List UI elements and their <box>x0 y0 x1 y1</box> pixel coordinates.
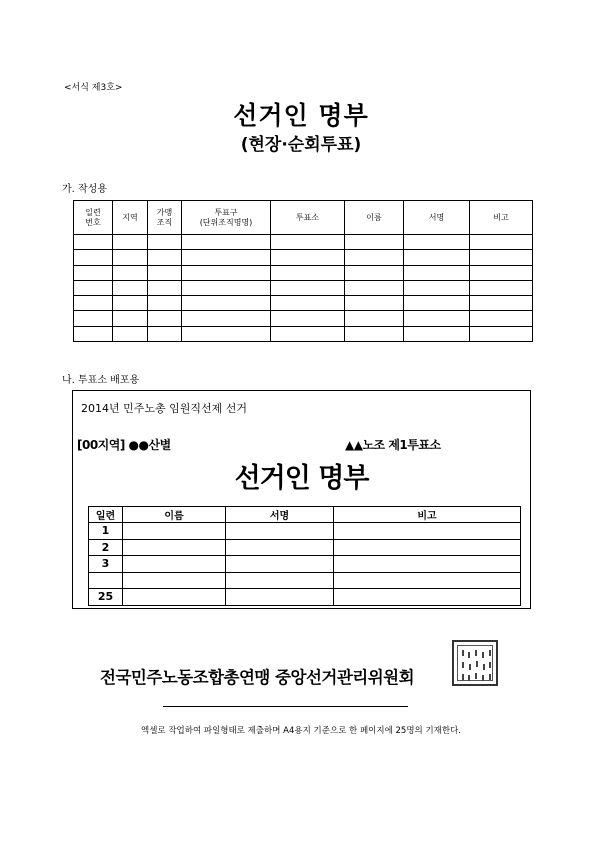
drafting-table-header <box>74 201 533 235</box>
header-remarks: 비고 <box>334 507 521 523</box>
region-cell <box>113 311 148 326</box>
row-number: 1 <box>89 523 123 540</box>
drafting-table <box>73 200 533 342</box>
signature-cell <box>226 539 334 556</box>
header-precinct: 투표구 (단위조직명명) <box>182 201 271 235</box>
serial-cell <box>74 280 113 295</box>
serial-cell <box>74 235 113 250</box>
signature-cell <box>404 296 470 311</box>
table-row <box>74 296 533 311</box>
header-polling-station: 투표소 <box>271 201 345 235</box>
signature-cell <box>404 250 470 265</box>
region-cell <box>113 280 148 295</box>
header-name: 이름 <box>345 201 404 235</box>
signature-cell <box>226 523 334 540</box>
precinct-cell <box>182 311 271 326</box>
affiliate-cell <box>148 265 182 280</box>
precinct-cell <box>182 280 271 295</box>
table-row <box>89 523 521 540</box>
name-cell <box>345 311 404 326</box>
precinct-cell <box>182 235 271 250</box>
station-cell <box>271 296 345 311</box>
form-number: <서식 제3호> <box>64 83 123 93</box>
station-cell <box>271 326 345 341</box>
station-cell <box>271 250 345 265</box>
region-cell <box>113 326 148 341</box>
remarks-cell <box>470 265 533 280</box>
name-cell <box>123 556 226 573</box>
name-cell <box>345 296 404 311</box>
header-region: 지역 <box>113 201 148 235</box>
region-cell <box>113 250 148 265</box>
table-row <box>74 235 533 250</box>
serial-cell <box>74 326 113 341</box>
region-label: [00지역] ●●산별 <box>77 438 171 452</box>
divider-line <box>163 706 408 707</box>
station-label: ▲▲노조 제1투표소 <box>345 438 441 452</box>
table-row <box>89 539 521 556</box>
table-row <box>89 556 521 573</box>
station-cell <box>271 235 345 250</box>
affiliate-cell <box>148 250 182 265</box>
signature-cell <box>404 235 470 250</box>
serial-cell <box>74 296 113 311</box>
row-number: 2 <box>89 539 123 556</box>
row-number: 3 <box>89 556 123 573</box>
table-row <box>74 265 533 280</box>
name-cell <box>345 250 404 265</box>
affiliate-cell <box>148 280 182 295</box>
signature-cell <box>226 589 334 606</box>
election-name: 2014년 민주노총 임원직선제 선거 <box>81 402 247 415</box>
remarks-cell <box>470 296 533 311</box>
row-number: 25 <box>89 589 123 606</box>
affiliate-cell <box>148 235 182 250</box>
header-signature: 서명 <box>226 507 334 523</box>
precinct-cell <box>182 250 271 265</box>
signature-cell <box>404 326 470 341</box>
row-number <box>89 572 123 589</box>
remarks-cell <box>334 523 521 540</box>
section-a-label: 가. 작성용 <box>62 184 107 195</box>
organization-name: 전국민주노동조합총연맹 중앙선거관리위원회 <box>100 668 415 687</box>
table-row <box>89 589 521 606</box>
name-cell <box>345 326 404 341</box>
table-row <box>74 311 533 326</box>
affiliate-cell <box>148 296 182 311</box>
signature-cell <box>404 311 470 326</box>
table-row <box>74 280 533 295</box>
polling-station-sheet <box>72 390 531 609</box>
header-serial: 일련 <box>89 507 123 523</box>
table-row <box>74 326 533 341</box>
signature-cell <box>226 572 334 589</box>
serial-cell <box>74 250 113 265</box>
region-cell <box>113 235 148 250</box>
page-title: 선거인 명부 <box>233 101 369 130</box>
header-signature: 서명 <box>404 201 470 235</box>
station-cell <box>271 265 345 280</box>
precinct-cell <box>182 265 271 280</box>
remarks-cell <box>334 572 521 589</box>
remarks-cell <box>334 556 521 573</box>
precinct-cell <box>182 326 271 341</box>
remarks-cell <box>470 280 533 295</box>
table-row <box>74 250 533 265</box>
signature-cell <box>226 556 334 573</box>
table-row <box>89 572 521 589</box>
affiliate-cell <box>148 326 182 341</box>
remarks-cell <box>334 539 521 556</box>
remarks-cell <box>470 250 533 265</box>
footnote: 엑셀로 작업하여 파일형태로 제출하며 A4용지 기준으로 한 페이지에 25명의 기재한다. <box>140 726 462 736</box>
affiliate-cell <box>148 311 182 326</box>
station-cell <box>271 311 345 326</box>
voter-table-header <box>89 507 521 523</box>
header-name: 이름 <box>123 507 226 523</box>
page-subtitle: (현장·순회투표) <box>240 135 362 155</box>
remarks-cell <box>470 311 533 326</box>
serial-cell <box>74 265 113 280</box>
station-cell <box>271 280 345 295</box>
region-cell <box>113 265 148 280</box>
roll-heading: 선거인 명부 <box>234 463 369 494</box>
name-cell <box>345 265 404 280</box>
section-b-label: 나. 투표소 배포용 <box>62 375 140 386</box>
remarks-cell <box>334 589 521 606</box>
header-serial: 일련 번호 <box>74 201 113 235</box>
official-seal-icon <box>452 640 498 686</box>
region-cell <box>113 296 148 311</box>
header-affiliate: 가맹 조직 <box>148 201 182 235</box>
header-remarks: 비고 <box>470 201 533 235</box>
name-cell <box>123 539 226 556</box>
remarks-cell <box>470 235 533 250</box>
name-cell <box>123 572 226 589</box>
precinct-cell <box>182 296 271 311</box>
voter-table <box>88 506 521 606</box>
serial-cell <box>74 311 113 326</box>
signature-cell <box>404 280 470 295</box>
remarks-cell <box>470 326 533 341</box>
name-cell <box>345 280 404 295</box>
signature-cell <box>404 265 470 280</box>
name-cell <box>345 235 404 250</box>
name-cell <box>123 589 226 606</box>
name-cell <box>123 523 226 540</box>
